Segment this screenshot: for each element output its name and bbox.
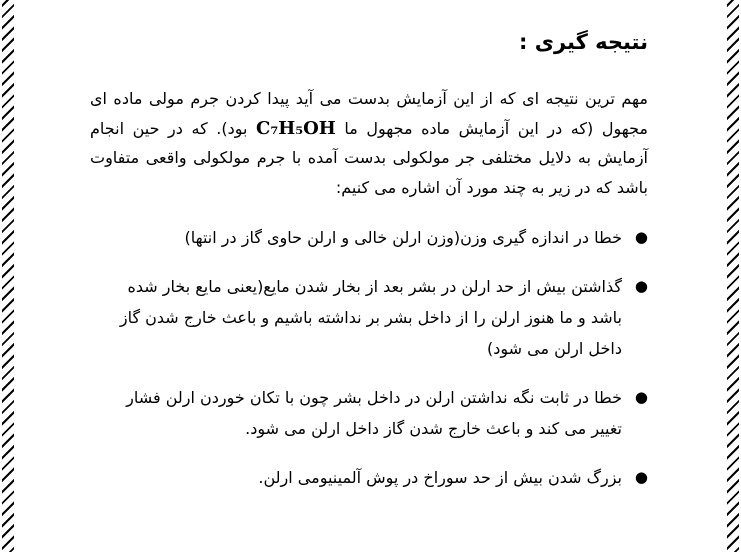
bullet-icon: ●: [634, 228, 648, 246]
list-item-text: خطا در ثابت نگه نداشتن ارلن در داخل بشر چون با تکان خوردن ارلن فشار تغییر می کند و باعث خارج شدن گاز داخل ارلن می شود.: [126, 388, 622, 438]
list-item: [94, 462, 648, 493]
intro-paragraph: [90, 84, 648, 202]
paragraph-text-before: مهم ترین نتیجه ای که از این آزمایش بدست می آید پیدا کردن جرم مولی ماده ای مجهول (که در این آزمایش ماده مجهول ما: [90, 89, 648, 138]
list-item-text: بزرگ شدن بیش از حد سوراخ در پوش آلمینیومی ارلن.: [258, 468, 622, 487]
left-decorative-border: [2, 0, 14, 552]
section-heading: نتیجه گیری :: [518, 30, 648, 54]
list-item: [94, 271, 648, 364]
bullet-icon: ●: [634, 468, 648, 486]
list-item: [94, 222, 648, 253]
right-decorative-border: [727, 0, 739, 552]
bullet-icon: ●: [634, 388, 648, 406]
list-item: [94, 382, 648, 444]
chemical-formula: C₇H₅OH: [256, 117, 336, 139]
list-item-text: خطا در اندازه گیری وزن(وزن ارلن خالی و ارلن حاوی گاز در انتها): [184, 228, 622, 247]
list-item-text: گذاشتن بیش از حد ارلن در بشر بعد از بخار شدن مایع(یعنی مایع بخار شده باشد و ما هنوز ارلن را از داخل بشر بر نداشته باشیم و باعث خارج شدن گاز داخل ارلن می شود): [119, 277, 622, 358]
paragraph-text-after: بود). که در حین انجام آزمایش به دلایل مختلفی جر مولکولی بدست آمده با جرم مولکولی واقعی متفاوت باشد که در زیر به چند مورد آن اشاره می کنیم:: [90, 118, 648, 197]
bullet-icon: ●: [634, 277, 648, 295]
